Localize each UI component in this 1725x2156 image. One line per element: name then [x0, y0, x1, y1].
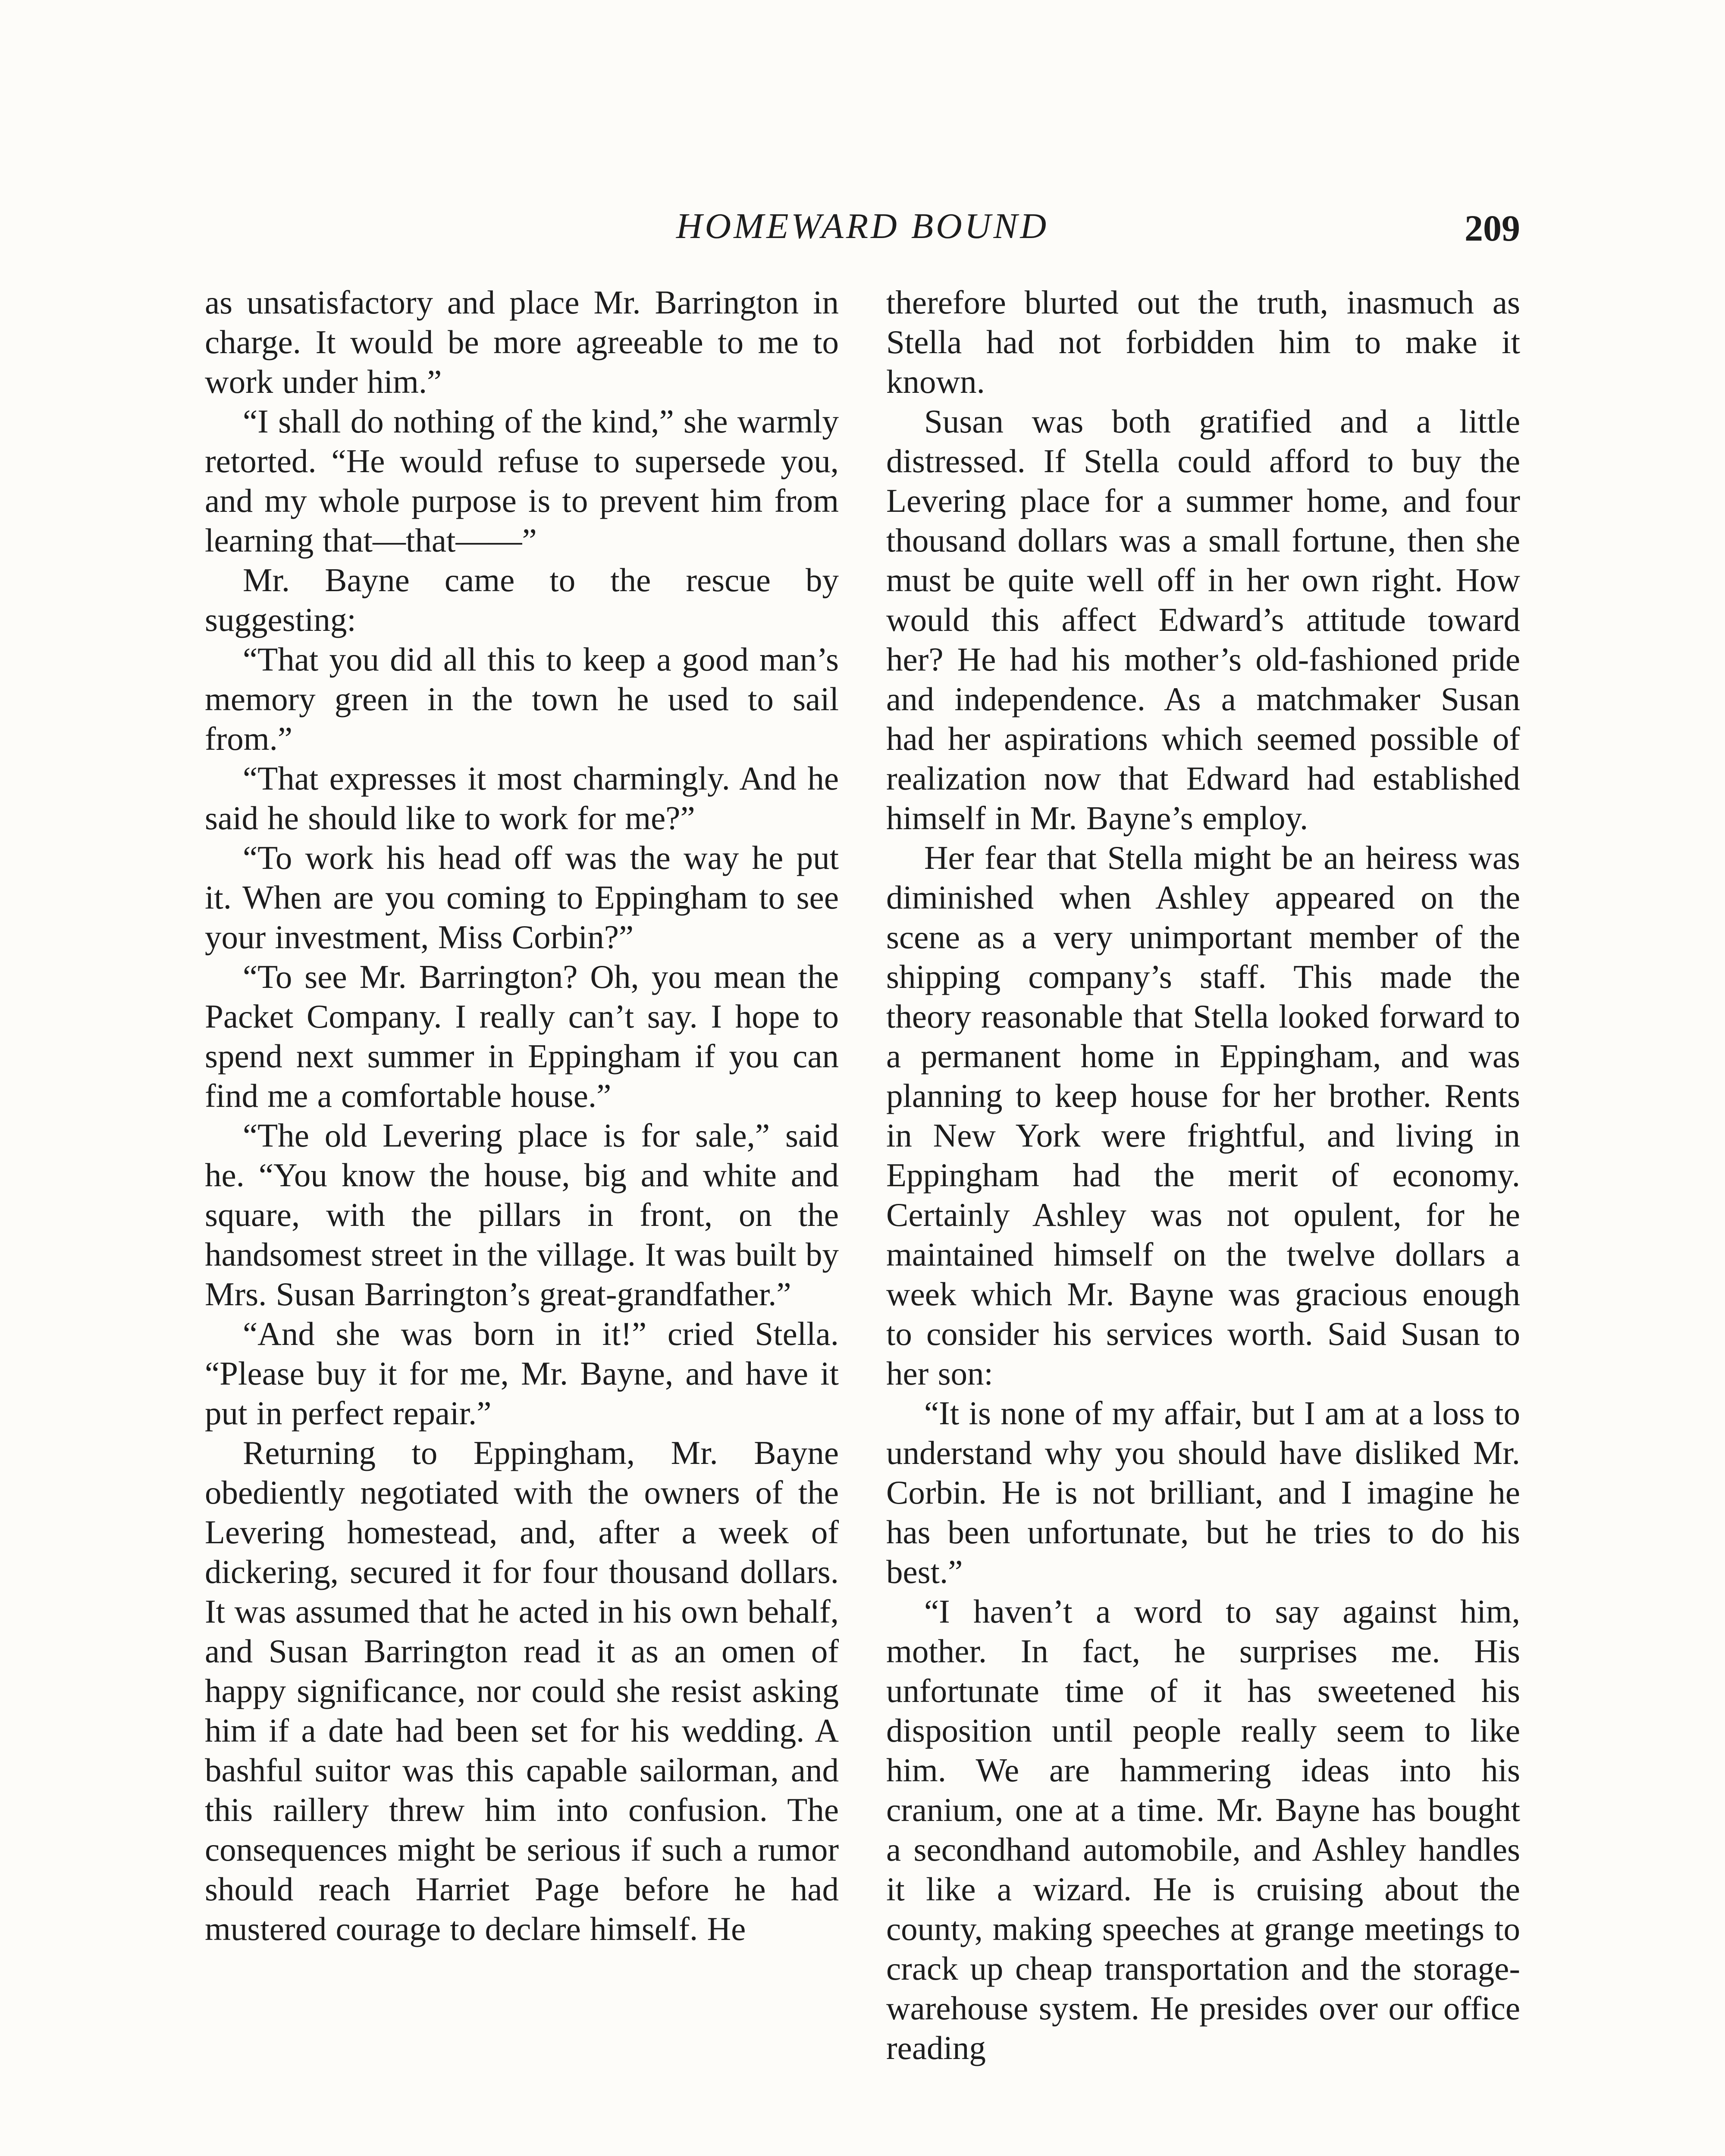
paragraph: “And she was born in it!” cried Stella. “Please buy it for me, Mr. Bayne, and have it put in perfect repair.” [205, 1315, 839, 1432]
paragraph: Her fear that Stella might be an heiress was diminished when Ashley appeared on the scene as a very unimportant member of the shipping company’s staff. This made the theory reasonable that Stella looked forward to a permanent home in Eppingham, and was planning to keep house for her brother. Rents in New York were frightful, and living in Eppingham had the merit of economy. Certainly Ashley was not opulent, for he maintained himself on the twelve dollars a week which Mr. Bayne was gracious enough to consider his services worth. Said Susan to her son: [886, 839, 1520, 1392]
paragraph: “To see Mr. Barrington? Oh, you mean the Packet Company. I really can’t say. I hope to spend next summer in Eppingham if you can find me a comfortable house.” [205, 958, 839, 1114]
paragraph: “I haven’t a word to say against him, mother. In fact, he surprises me. His unfortunate time of it has sweetened his disposition until people really seem to like him. We are hammering ideas into his cranium, one at a time. Mr. Bayne has bought a secondhand automobile, and Ashley handles it like a wizard. He is cruising about the county, making speeches at grange meetings to crack up cheap transportation and the storage-warehouse system. He presides over our office reading [886, 1593, 1520, 2066]
left-column [205, 282, 839, 2156]
paragraph: “I shall do nothing of the kind,” she warmly retorted. “He would refuse to supersede you, and my whole purpose is to prevent him from learning that—that——” [205, 403, 839, 559]
paragraph: “It is none of my affair, but I am at a loss to understand why you should have disliked Mr. Corbin. He is not brilliant, and I imagine he has been unfortunate, but he tries to do his best.” [886, 1395, 1520, 1590]
page-number: 209 [1465, 207, 1520, 249]
right-column [886, 282, 1520, 2156]
paragraph: “That expresses it most charmingly. And he said he should like to work for me?” [205, 760, 839, 837]
paragraph: as unsatisfactory and place Mr. Barrington in charge. It would be more agreeable to me to work under him.” [205, 284, 839, 400]
running-head [205, 203, 1520, 250]
paragraph: therefore blurted out the truth, inasmuch as Stella had not forbidden him to make it known. [886, 284, 1520, 400]
paragraph: “The old Levering place is for sale,” said he. “You know the house, big and white and square, with the pillars in front, on the handsomest street in the village. It was built by Mrs. Susan Barrington’s great-grandfather.” [205, 1117, 839, 1313]
paragraph: Returning to Eppingham, Mr. Bayne obediently negotiated with the owners of the Levering homestead, and, after a week of dickering, secured it for four thousand dollars. It was assumed that he acted in his own behalf, and Susan Barrington read it as an omen of happy significance, nor could she resist asking him if a date had been set for his wedding. A bashful suitor was this capable sailorman, and this raillery threw him into confusion. The consequences might be serious if such a rumor should reach Harriet Page before he had mustered courage to declare himself. He [205, 1434, 839, 1947]
paragraph: “To work his head off was the way he put it. When are you coming to Eppingham to see your investment, Miss Corbin?” [205, 839, 839, 956]
paragraph: “That you did all this to keep a good man’s memory green in the town he used to sail from.” [205, 641, 839, 757]
paragraph: Susan was both gratified and a little distressed. If Stella could afford to buy the Levering place for a summer home, and four thousand dollars was a small fortune, then she must be quite well off in her own right. How would this affect Edward’s attitude toward her? He had his mother’s old-fashioned pride and independence. As a matchmaker Susan had her aspirations which seemed possible of realization now that Edward had established himself in Mr. Bayne’s employ. [886, 403, 1520, 837]
paragraph: Mr. Bayne came to the rescue by suggesting: [205, 561, 839, 638]
running-title: HOMEWARD BOUND [676, 206, 1049, 246]
